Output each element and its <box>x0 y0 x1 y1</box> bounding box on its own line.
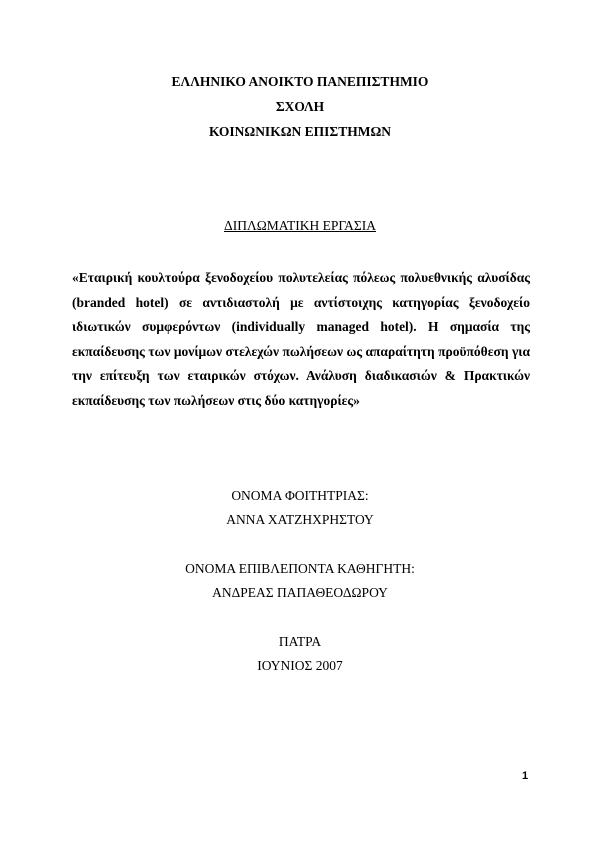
page-number: 1 <box>522 770 529 782</box>
date: ΙΟΥΝΙΟΣ 2007 <box>257 658 343 673</box>
supervisor-label: ΟΝΟΜΑ ΕΠΙΒΛΕΠΟΝΤΑ ΚΑΘΗΓΗΤΗ: <box>185 561 415 576</box>
place-date-block <box>0 630 600 678</box>
supervisor-name: ΑΝΔΡΕΑΣ ΠΑΠΑΘΕΟΔΩΡΟΥ <box>212 585 388 600</box>
school-name: ΣΧΟΛΗ <box>275 99 325 114</box>
university-name: ΕΛΛΗΝΙΚΟ ΑΝΟΙΚΤΟ ΠΑΝΕΠΙΣΤΗΜΙΟ <box>171 74 429 89</box>
title-header <box>0 69 600 144</box>
student-name: ΑΝΝΑ ΧΑΤΖΗΧΡΗΣΤΟΥ <box>226 512 374 527</box>
student-block <box>0 484 600 532</box>
place: ΠΑΤΡΑ <box>278 634 322 649</box>
supervisor-block <box>0 557 600 605</box>
thesis-title: «Εταιρική κουλτούρα ξενοδοχείου πολυτελείας πόλεως πολυεθνικής αλυσίδας (branded hotel) σε αντιδιαστολή με αντίστοιχης κατηγορίας ξενοδοχείο ιδιωτικών συμφερόντων (individually managed hotel). Η σημασία της εκπαίδευσης των μονίμων στελεχών πωλήσεων ως απαραίτητη προϋπόθεση για την επίτευξη των εταιρικών στόχων. Ανάλυση διαδικασιών & Πρακτικών εκπαίδευσης των πωλήσεων στις δύο κατηγορίες» <box>72 270 530 408</box>
faculty-name: ΚΟΙΝΩΝΙΚΩΝ ΕΠΙΣΤΗΜΩΝ <box>208 124 392 139</box>
document-type: ΔΙΠΛΩΜΑΤΙΚΗ ΕΡΓΑΣΙΑ <box>224 218 376 233</box>
student-label: ΟΝΟΜΑ ΦΟΙΤΗΤΡΙΑΣ: <box>231 488 369 503</box>
